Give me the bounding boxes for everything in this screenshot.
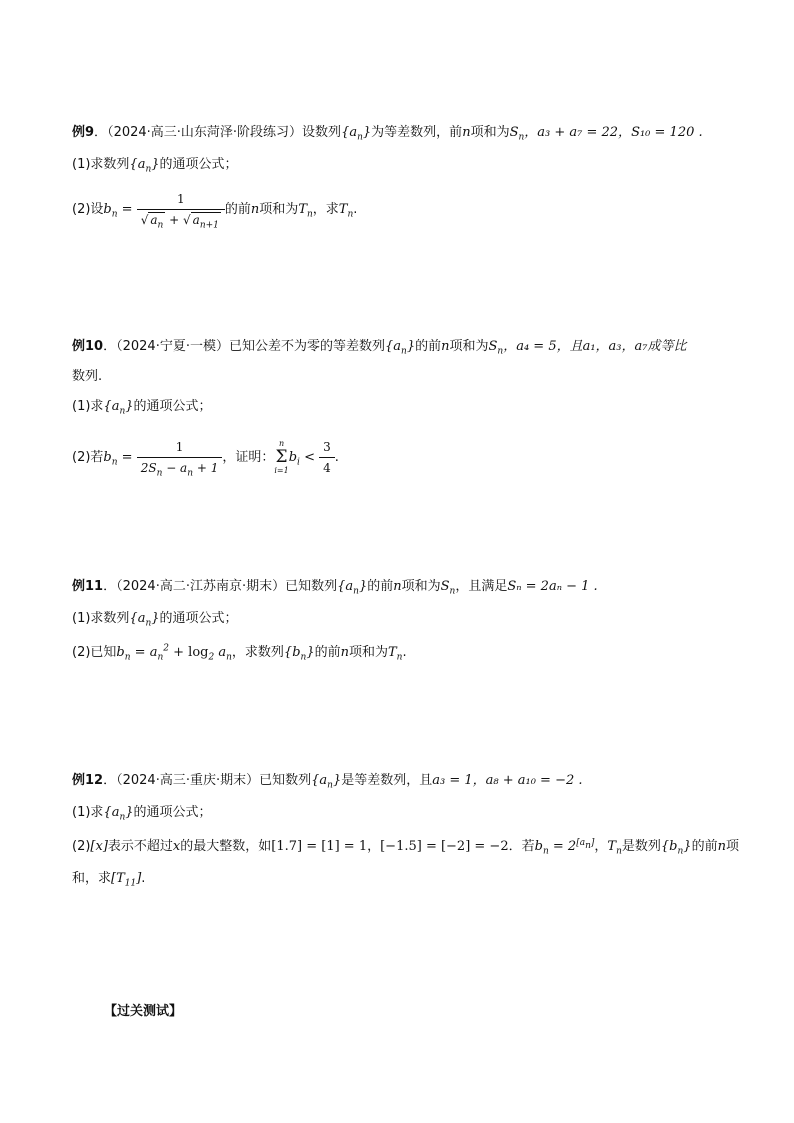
math: $T_n$ [388, 645, 403, 663]
math: $\{b_n\}$ [283, 645, 315, 663]
ex12-q2-cont [72, 870, 145, 888]
math: $b_n$ = [103, 450, 137, 468]
ex12-q2-text: 和，求 [72, 871, 112, 886]
ex12-stem [72, 772, 583, 790]
ex11-stem-text: 已知数列 [285, 579, 338, 594]
ex10-stem-text: 的前 [415, 339, 442, 354]
math: $\{a_n\}$ [103, 805, 134, 823]
ex9-stem-text: 为等差数列，前 [371, 125, 463, 140]
ex11-q1 [72, 610, 238, 628]
ex10-stem-cont [72, 368, 102, 386]
math: x [172, 839, 181, 854]
fraction: $\frac{1}{2S_n - a_n + 1}$ [137, 438, 223, 477]
ex9-dot: ． [94, 125, 108, 140]
ex9-q2-text: 的前 [224, 202, 251, 217]
ex11-stem-text: ，且满足 [455, 579, 508, 594]
math: $b_n = a_n^2 + \log_2 a_n$ [116, 643, 232, 663]
ex11-source: （2024·高二·江苏南京·期末） [116, 579, 286, 594]
ex12-q1-text: 的通项公式； [133, 805, 212, 820]
math: $\{a_n\}$ [311, 773, 342, 791]
ex11-label: 例11 [72, 579, 104, 594]
math: $b_n$ = [103, 202, 137, 220]
ex11-q2-text: (2)已知 [72, 645, 117, 660]
ex12-dot: ． [103, 773, 117, 788]
ex11-q2-text: ，求数列 [231, 645, 284, 660]
ex10-stem [72, 338, 686, 356]
ex12-example: [1.7] = [1] = 1，[−1.5] = [−2] = −2 [271, 839, 509, 854]
ex10-q1-text: (1)求 [72, 399, 104, 414]
math: n [393, 579, 402, 594]
ex9-condition: S₁₀ = 120 . [631, 125, 703, 140]
ex12-q2 [72, 838, 739, 856]
math: $T_n$ [298, 202, 313, 220]
fraction: $\frac{3}{4}$ [319, 438, 335, 477]
ex11-q2-text: 的前 [314, 645, 341, 660]
math: $\{a_n\}$ [384, 339, 416, 357]
ex11-q1-text: (1)求数列 [72, 611, 130, 626]
ex10-q1-text: 的通项公式； [133, 399, 212, 414]
ex9-stem-text: 项和为 [470, 125, 510, 140]
ex11-q1-text: 的通项公式； [159, 611, 238, 626]
ex12-q2-text: ．若 [508, 839, 535, 854]
ex10-label: 例10 [72, 339, 104, 354]
ex10-stem-text: 已知公差不为零的等差数列 [228, 339, 385, 354]
math: $S_n$ [509, 125, 525, 143]
ex12-q1 [72, 804, 212, 822]
math: n [441, 339, 450, 354]
ex9-condition: ，a₃ + a₇ = 22， [524, 125, 632, 140]
ex10-stem-text: 项和为 [449, 339, 489, 354]
ex11-stem-text: 项和为 [401, 579, 441, 594]
ex12-q2-text: (2) [72, 839, 91, 854]
ex9-q2-text: (2)设 [72, 202, 104, 217]
ex9-q2-text: ，求 [312, 202, 339, 217]
ex11-condition: Sₙ = 2aₙ − 1 . [507, 579, 598, 594]
ex9-stem [72, 124, 703, 142]
sum-symbol: n Σ i=1 [274, 439, 289, 475]
math: $[T_{11}]$ [111, 871, 142, 889]
ex12-q2-text: 项 [725, 839, 739, 854]
ex9-q2 [72, 190, 357, 229]
ex9-label: 例9 [72, 125, 95, 140]
math: $b_n = 2[an]$ [534, 837, 595, 857]
fraction: $\frac{1}{√ a_n + √ a_{n+1}}$ [137, 190, 225, 229]
math: n [340, 645, 349, 660]
ex12-q2-text: ， [594, 839, 608, 854]
math: $T_n$ [607, 839, 622, 857]
ex12-q2-text: 的最大整数，如 [180, 839, 272, 854]
ex10-stem-text: 数列. [72, 369, 103, 384]
ex9-source: （2024·高三·山东菏泽·阶段练习） [107, 125, 303, 140]
ex12-source: （2024·高三·重庆·期末） [116, 773, 260, 788]
math: n [717, 839, 726, 854]
ex12-q2-text: . [141, 871, 146, 886]
ex10-q2-text: (2)若 [72, 450, 104, 465]
ex12-stem-text: 是等差数列，且 [341, 773, 433, 788]
ex12-q1-text: (1)求 [72, 805, 104, 820]
ex10-source: （2024·宁夏·一模） [116, 339, 229, 354]
ex11-q2-text: 项和为 [348, 645, 388, 660]
ex11-q2-text: . [402, 645, 407, 660]
ex10-q2-text: . [334, 450, 339, 465]
ex11-stem-text: 的前 [367, 579, 394, 594]
math: $T_n$ [338, 202, 354, 220]
math: $\{a_n\}$ [129, 157, 160, 175]
ex9-q1-text: 的通项公式； [159, 157, 238, 172]
ex11-q2 [72, 644, 407, 662]
math: $\{a_n\}$ [337, 579, 368, 597]
ex9-q2-text: . [353, 202, 358, 217]
ex9-q1 [72, 156, 238, 174]
ex9-q2-text: 项和为 [259, 202, 299, 217]
ex9-stem-text: 设数列 [302, 125, 342, 140]
ex9-q1-text: (1)求数列 [72, 157, 130, 172]
math: n [462, 125, 471, 140]
ex12-q2-text: 的前 [691, 839, 718, 854]
section-heading: 【过关测试】 [104, 1004, 183, 1019]
ex10-q1 [72, 398, 212, 416]
ex10-q2-text: ，证明： [222, 450, 275, 465]
math: $\{a_n\}$ [129, 611, 160, 629]
math: $\{a_n\}$ [341, 125, 372, 143]
math: $b_i$ < [288, 450, 320, 468]
ex11-stem [72, 578, 598, 596]
ex12-condition: a₃ = 1，a₈ + a₁₀ = −2 . [432, 773, 583, 788]
math: $\{b_n\}$ [660, 839, 692, 857]
ex11-dot: ． [103, 579, 117, 594]
math: $\{a_n\}$ [103, 399, 134, 417]
math: $S_n$ [488, 339, 504, 357]
ex10-q2 [72, 438, 339, 477]
math: n [250, 202, 260, 217]
ex12-stem-text: 已知数列 [259, 773, 312, 788]
ex12-q2-text: 表示不超过 [107, 839, 173, 854]
math: $S_n$ [440, 579, 456, 597]
ex12-q2-text: 是数列 [621, 839, 661, 854]
math: [x] [90, 839, 108, 854]
ex12-label: 例12 [72, 773, 104, 788]
ex10-dot: ． [103, 339, 117, 354]
ex10-condition: ，a₄ = 5，且a₁，a₃，a₇成等比 [503, 339, 687, 354]
